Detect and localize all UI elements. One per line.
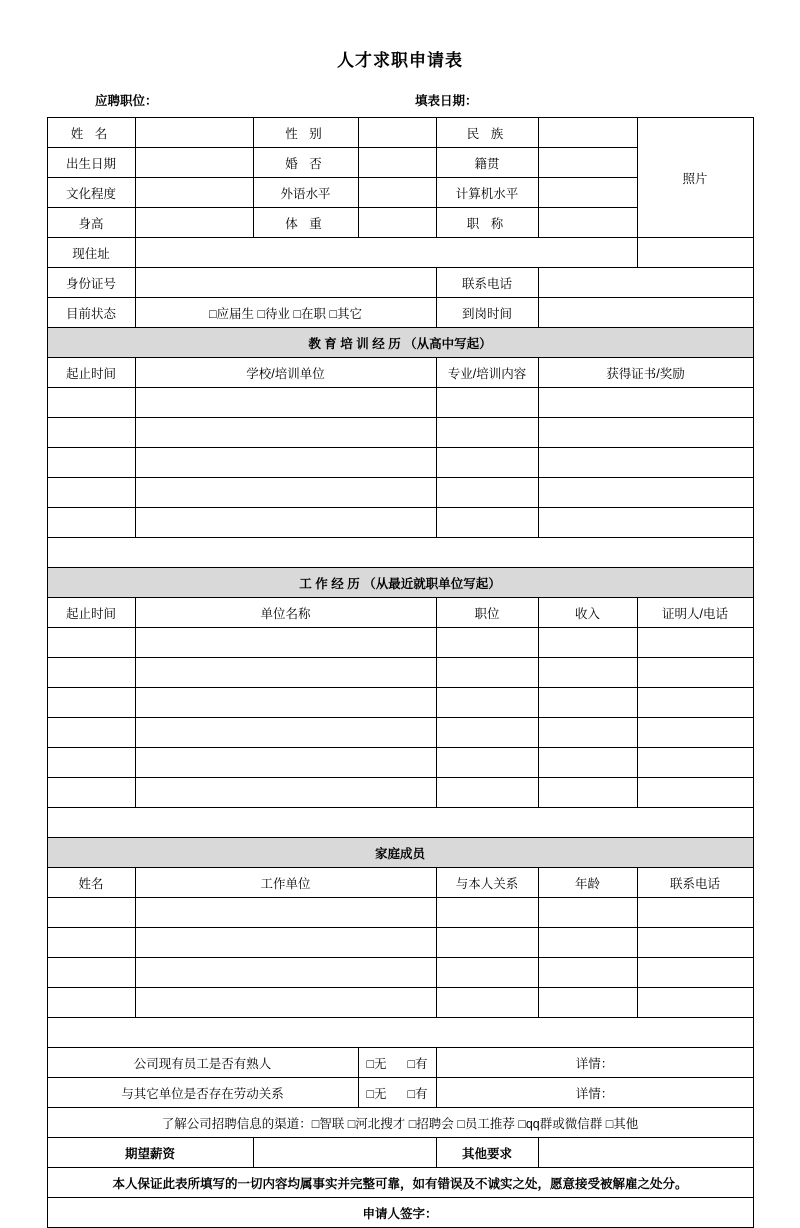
- edu-cell-cert[interactable]: [538, 388, 753, 418]
- photo-box[interactable]: 照片: [637, 118, 753, 238]
- work-cell-income[interactable]: [538, 628, 637, 658]
- position-label: 应聘职位：: [95, 94, 158, 108]
- table-row: [47, 958, 753, 988]
- work-cell-period[interactable]: [47, 778, 135, 808]
- edu-cell-school[interactable]: [135, 418, 436, 448]
- work-cell-position[interactable]: [436, 658, 538, 688]
- family-col-phone: 联系电话: [637, 868, 753, 898]
- work-cell-position[interactable]: [436, 628, 538, 658]
- family-cell-phone[interactable]: [637, 958, 753, 988]
- weight-label: 体 重: [253, 208, 358, 238]
- table-row: [47, 388, 753, 418]
- work-cell-company[interactable]: [135, 688, 436, 718]
- signature-label[interactable]: 申请人签字：: [47, 1198, 753, 1228]
- table-row: [47, 718, 753, 748]
- table-row: [47, 268, 753, 298]
- work-cell-company[interactable]: [135, 718, 436, 748]
- id-value[interactable]: [135, 268, 436, 298]
- work-cell-position[interactable]: [436, 688, 538, 718]
- other-requirement-label: 其他要求: [436, 1138, 538, 1168]
- education-section-heading: 教 育 培 训 经 历 （从高中写起）: [47, 328, 753, 358]
- edu-cell-school[interactable]: [135, 448, 436, 478]
- spacer: [47, 538, 753, 568]
- declaration-text: 本人保证此表所填写的一切内容均属事实并完整可靠，如有错误及不诚实之处，愿意接受被解雇之处分。: [47, 1168, 753, 1198]
- work-col-reference: 证明人/电话: [637, 598, 753, 628]
- work-cell-income[interactable]: [538, 688, 637, 718]
- edu-cell-school[interactable]: [135, 508, 436, 538]
- work-cell-reference[interactable]: [637, 778, 753, 808]
- edu-cell-major[interactable]: [436, 478, 538, 508]
- ethnicity-label: 民 族: [436, 118, 538, 148]
- family-cell-relation[interactable]: [436, 898, 538, 928]
- edu-cell-cert[interactable]: [538, 448, 753, 478]
- labor-relation-options[interactable]: [358, 1078, 436, 1108]
- family-col-company: 工作单位: [135, 868, 436, 898]
- family-cell-name[interactable]: [47, 958, 135, 988]
- work-cell-income[interactable]: [538, 718, 637, 748]
- work-cell-reference[interactable]: [637, 628, 753, 658]
- family-cell-relation[interactable]: [436, 958, 538, 988]
- table-row: [47, 748, 753, 778]
- table-row: [47, 688, 753, 718]
- foreign-language-value[interactable]: [358, 178, 436, 208]
- table-row: [47, 118, 753, 148]
- phone-value[interactable]: [538, 268, 753, 298]
- channel-options[interactable]: 了解公司招聘信息的渠道：□智联 □河北搜才 □招聘会 □员工推荐 □qq群或微信群 □其他: [47, 1108, 753, 1138]
- acquaintance-no[interactable]: □无: [366, 1056, 387, 1071]
- family-cell-age[interactable]: [538, 958, 637, 988]
- other-requirement-value[interactable]: [538, 1138, 753, 1168]
- table-row: [47, 478, 753, 508]
- family-col-age: 年龄: [538, 868, 637, 898]
- marital-label: 婚 否: [253, 148, 358, 178]
- work-cell-reference[interactable]: [637, 748, 753, 778]
- work-cell-position[interactable]: [436, 748, 538, 778]
- table-row: [47, 448, 753, 478]
- table-row: [47, 508, 753, 538]
- family-cell-company[interactable]: [135, 958, 436, 988]
- family-cell-company[interactable]: [135, 988, 436, 1018]
- page-title: 人才求职申请表: [337, 51, 463, 70]
- gender-value[interactable]: [358, 118, 436, 148]
- family-cell-company[interactable]: [135, 928, 436, 958]
- edu-cell-cert[interactable]: [538, 478, 753, 508]
- work-cell-income[interactable]: [538, 778, 637, 808]
- work-col-company: 单位名称: [135, 598, 436, 628]
- acquaintance-detail[interactable]: 详情：: [436, 1048, 753, 1078]
- edu-col-period: 起止时间: [47, 358, 135, 388]
- spacer: [47, 1018, 753, 1048]
- photo-spacer: [637, 238, 753, 268]
- computer-label: 计算机水平: [436, 178, 538, 208]
- id-label: 身份证号: [47, 268, 135, 298]
- document-page: [0, 46, 800, 1222]
- table-row: [47, 628, 753, 658]
- edu-cell-period[interactable]: [47, 388, 135, 418]
- computer-value[interactable]: [538, 178, 637, 208]
- education-label: 文化程度: [47, 178, 135, 208]
- edu-cell-school[interactable]: [135, 388, 436, 418]
- table-row: [47, 1078, 753, 1108]
- education-value[interactable]: [135, 178, 253, 208]
- work-cell-company[interactable]: [135, 748, 436, 778]
- table-row: [47, 238, 753, 268]
- table-row: [47, 418, 753, 448]
- work-cell-period[interactable]: [47, 718, 135, 748]
- height-value[interactable]: [135, 208, 253, 238]
- acquaintance-label: 公司现有员工是否有熟人: [47, 1048, 358, 1078]
- weight-value[interactable]: [358, 208, 436, 238]
- onboard-label: 到岗时间: [436, 298, 538, 328]
- name-label: 姓 名: [47, 118, 135, 148]
- status-label: 目前状态: [47, 298, 135, 328]
- table-row: [47, 778, 753, 808]
- gender-label: 性 别: [253, 118, 358, 148]
- birth-label: 出生日期: [47, 148, 135, 178]
- work-cell-reference[interactable]: [637, 718, 753, 748]
- edu-col-major: 专业/培训内容: [436, 358, 538, 388]
- edu-col-school: 学校/培训单位: [135, 358, 436, 388]
- work-cell-income[interactable]: [538, 658, 637, 688]
- work-cell-period[interactable]: [47, 628, 135, 658]
- table-row: [47, 1138, 753, 1168]
- expected-salary-value[interactable]: [253, 1138, 436, 1168]
- work-cell-period[interactable]: [47, 688, 135, 718]
- family-cell-age[interactable]: [538, 988, 637, 1018]
- family-cell-relation[interactable]: [436, 988, 538, 1018]
- table-row: [47, 1168, 753, 1198]
- status-options[interactable]: □应届生 □待业 □在职 □其它: [135, 298, 436, 328]
- table-row: [47, 658, 753, 688]
- acquaintance-yes[interactable]: □有: [407, 1056, 428, 1071]
- edu-cell-cert[interactable]: [538, 418, 753, 448]
- family-cell-name[interactable]: [47, 988, 135, 1018]
- work-col-income: 收入: [538, 598, 637, 628]
- section-heading-row: [47, 838, 753, 868]
- title-label: 职 称: [436, 208, 538, 238]
- edu-cell-major[interactable]: [436, 388, 538, 418]
- table-header-row: [47, 598, 753, 628]
- work-col-period: 起止时间: [47, 598, 135, 628]
- spacer: [47, 808, 753, 838]
- family-cell-relation[interactable]: [436, 928, 538, 958]
- acquaintance-options[interactable]: [358, 1048, 436, 1078]
- phone-label: 联系电话: [436, 268, 538, 298]
- table-row: [47, 898, 753, 928]
- work-cell-company[interactable]: [135, 658, 436, 688]
- work-cell-income[interactable]: [538, 748, 637, 778]
- address-label: 现住址: [47, 238, 135, 268]
- table-row: [47, 928, 753, 958]
- labor-yes[interactable]: □有: [407, 1086, 428, 1101]
- title-value[interactable]: [538, 208, 637, 238]
- foreign-language-label: 外语水平: [253, 178, 358, 208]
- labor-no[interactable]: □无: [366, 1086, 387, 1101]
- family-cell-age[interactable]: [538, 928, 637, 958]
- work-section-heading: 工 作 经 历 （从最近就职单位写起）: [47, 568, 753, 598]
- height-label: 身高: [47, 208, 135, 238]
- work-cell-position[interactable]: [436, 778, 538, 808]
- edu-col-cert: 获得证书/奖励: [538, 358, 753, 388]
- work-cell-period[interactable]: [47, 748, 135, 778]
- expected-salary-label: 期望薪资: [47, 1138, 253, 1168]
- work-col-position: 职位: [436, 598, 538, 628]
- ethnicity-value[interactable]: [538, 118, 637, 148]
- table-header-row: [47, 358, 753, 388]
- work-cell-company[interactable]: [135, 778, 436, 808]
- address-value[interactable]: [135, 238, 637, 268]
- family-cell-name[interactable]: [47, 928, 135, 958]
- onboard-value[interactable]: [538, 298, 753, 328]
- edu-cell-period[interactable]: [47, 478, 135, 508]
- family-col-relation: 与本人关系: [436, 868, 538, 898]
- date-label: 填表日期：: [415, 94, 478, 108]
- section-heading-row: [47, 328, 753, 358]
- family-cell-phone[interactable]: [637, 988, 753, 1018]
- name-value[interactable]: [135, 118, 253, 148]
- labor-relation-label: 与其它单位是否存在劳动关系: [47, 1078, 358, 1108]
- family-cell-phone[interactable]: [637, 928, 753, 958]
- family-col-name: 姓名: [47, 868, 135, 898]
- work-cell-reference[interactable]: [637, 688, 753, 718]
- edu-cell-period[interactable]: [47, 418, 135, 448]
- section-heading-row: [47, 568, 753, 598]
- work-cell-company[interactable]: [135, 628, 436, 658]
- work-cell-reference[interactable]: [637, 658, 753, 688]
- marital-value[interactable]: [358, 148, 436, 178]
- edu-cell-major[interactable]: [436, 448, 538, 478]
- basic-info-table: [47, 117, 754, 1228]
- table-row: [47, 1108, 753, 1138]
- edu-cell-major[interactable]: [436, 508, 538, 538]
- labor-relation-detail[interactable]: 详情：: [436, 1078, 753, 1108]
- edu-cell-period[interactable]: [47, 508, 135, 538]
- family-cell-company[interactable]: [135, 898, 436, 928]
- table-row: [47, 1048, 753, 1078]
- edu-cell-major[interactable]: [436, 418, 538, 448]
- family-cell-name[interactable]: [47, 898, 135, 928]
- family-cell-phone[interactable]: [637, 898, 753, 928]
- edu-cell-cert[interactable]: [538, 508, 753, 538]
- header-fields: [0, 91, 800, 109]
- edu-cell-school[interactable]: [135, 478, 436, 508]
- work-cell-position[interactable]: [436, 718, 538, 748]
- table-row: [47, 988, 753, 1018]
- birth-value[interactable]: [135, 148, 253, 178]
- table-header-row: [47, 868, 753, 898]
- hometown-label: 籍贯: [436, 148, 538, 178]
- table-row: [47, 1198, 753, 1228]
- work-cell-period[interactable]: [47, 658, 135, 688]
- edu-cell-period[interactable]: [47, 448, 135, 478]
- family-section-heading: 家庭成员: [47, 838, 753, 868]
- hometown-value[interactable]: [538, 148, 637, 178]
- table-row: [47, 298, 753, 328]
- family-cell-age[interactable]: [538, 898, 637, 928]
